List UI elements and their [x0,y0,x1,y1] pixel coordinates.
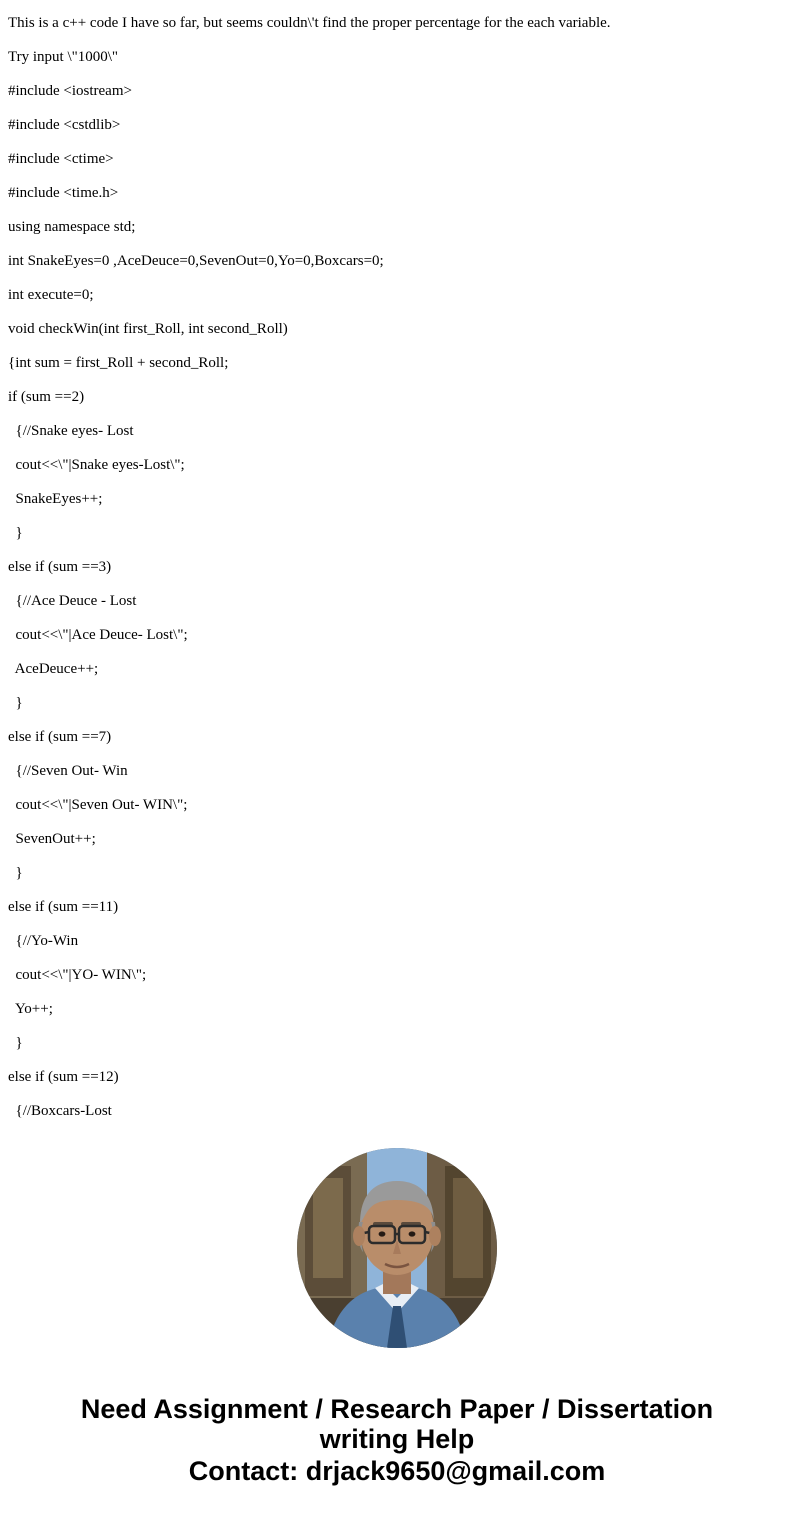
code-line: else if (sum ==11) [8,899,119,915]
footer-contact [8,1394,786,1486]
code-line: Yo++; [8,1001,53,1017]
code-line: SnakeEyes++; [8,491,103,507]
code-line: else if (sum ==12) [8,1069,119,1085]
code-text-block [8,6,786,1128]
code-line: else if (sum ==3) [8,559,112,575]
code-line: AceDeuce++; [8,661,99,677]
code-line: {//Seven Out- Win [8,763,128,779]
code-line: if (sum ==2) [8,389,85,405]
code-line: {//Boxcars-Lost [8,1103,112,1119]
code-line: } [8,865,23,881]
code-line: #include <cstdlib> [8,117,121,133]
code-line: #include <iostream> [8,83,132,99]
code-line: SevenOut++; [8,831,96,847]
code-line: {//Yo-Win [8,933,79,949]
code-line: cout<<\"|YO- WIN\"; [8,967,147,983]
code-line: #include <time.h> [8,185,119,201]
code-line: using namespace std; [8,219,136,235]
code-line: } [8,525,23,541]
footer-line-3: Contact: drjack9650@gmail.com [188,1456,606,1486]
code-line: } [8,695,23,711]
code-line: cout<<\"|Snake eyes-Lost\"; [8,457,185,473]
code-line: {int sum = first_Roll + second_Roll; [8,355,229,371]
code-line: void checkWin(int first_Roll, int second_Roll) [8,321,288,337]
code-line: } [8,1035,23,1051]
photo-container [8,1148,786,1348]
code-line: {//Snake eyes- Lost [8,423,134,439]
code-line: #include <ctime> [8,151,114,167]
intro-line: Try input \"1000\" [8,49,119,65]
code-line: int SnakeEyes=0 ,AceDeuce=0,SevenOut=0,Yo=0,Boxcars=0; [8,253,384,269]
code-line: else if (sum ==7) [8,729,112,745]
avatar [297,1148,497,1348]
footer-line-2: writing Help [319,1424,475,1454]
code-line: cout<<\"|Ace Deuce- Lost\"; [8,627,188,643]
code-line: cout<<\"|Seven Out- WIN\"; [8,797,188,813]
portrait-photo [297,1148,497,1348]
code-line: int execute=0; [8,287,94,303]
intro-line: This is a c++ code I have so far, but seems couldn\'t find the proper percentage for the each variable. [8,15,611,31]
code-line: {//Ace Deuce - Lost [8,593,137,609]
footer-line-1: Need Assignment / Research Paper / Dissertation [80,1394,714,1424]
